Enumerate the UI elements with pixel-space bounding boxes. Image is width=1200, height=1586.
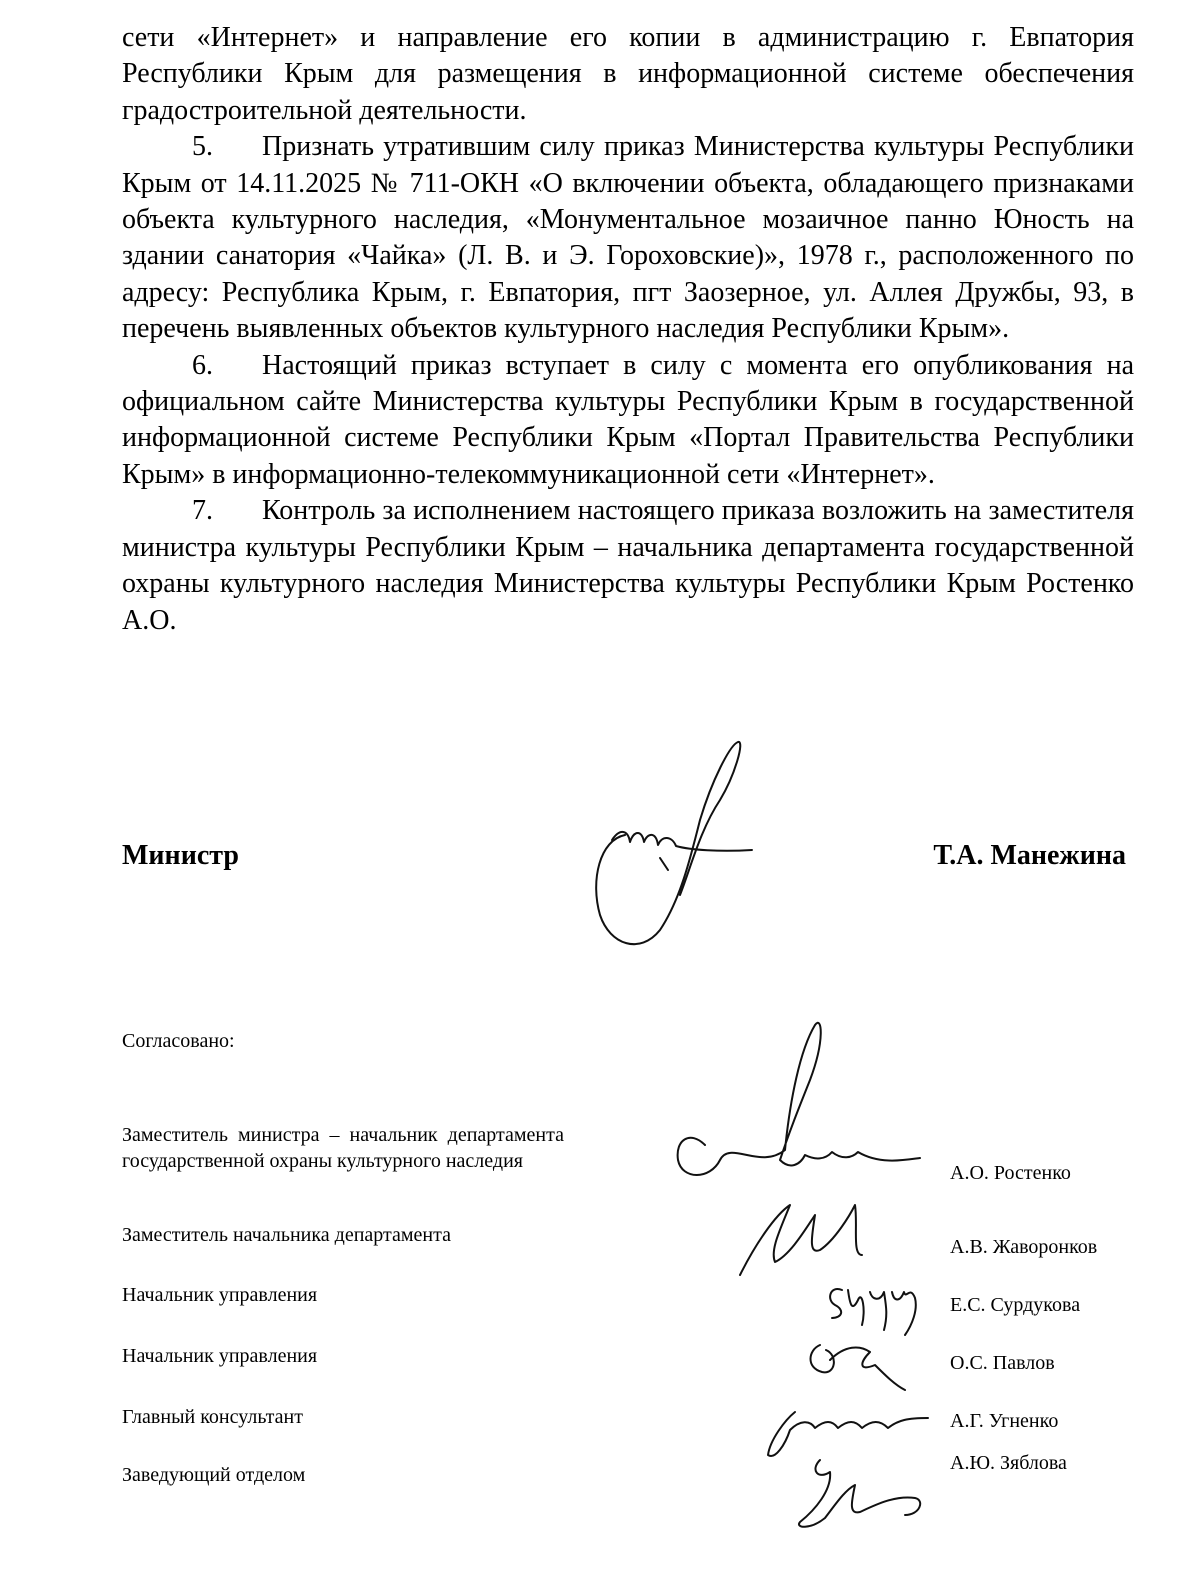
item-text: Контроль за исполнением настоящего приказа возложить на заместителя министра культуры Республики Крым – начальника департамента государственной охраны культурного наследия Министерства культуры Республики Крым Ростенко А.О. bbox=[122, 495, 1134, 636]
approval-position: Начальник управления bbox=[122, 1345, 318, 1367]
approval-name: А.В. Жаворонков bbox=[950, 1236, 1098, 1258]
approval-position: Заведующий отделом bbox=[122, 1464, 306, 1486]
approval-name: О.С. Павлов bbox=[950, 1352, 1055, 1374]
approval-name: А.О. Ростенко bbox=[950, 1162, 1071, 1184]
approvals-heading: Согласовано: bbox=[122, 1030, 235, 1052]
approval-position: Заместитель министра – начальник департамента государственной охраны культурного наследия bbox=[122, 1124, 564, 1172]
approval-name: Е.С. Сурдукова bbox=[950, 1294, 1081, 1316]
approval-position: Заместитель начальника департамента bbox=[122, 1224, 451, 1246]
signatory-title: Министр bbox=[122, 840, 239, 871]
approval-position: Начальник управления bbox=[122, 1284, 318, 1306]
item-number: 6. bbox=[192, 349, 213, 381]
approval-position: Главный консультант bbox=[122, 1406, 303, 1428]
paragraph-intro: сети «Интернет» и направление его копии в администрацию г. Евпатория Республики Крым для размещения в информационной системе обеспечения градостроительной деятельности. bbox=[122, 22, 1134, 126]
signatory-name: Т.А. Манежина bbox=[933, 840, 1126, 871]
item-number: 5. bbox=[192, 131, 213, 163]
item-text: Признать утратившим силу приказ Министерства культуры Республики Крым от 14.11.2025 № 711-ОКН «О включении объекта, обладающего признаками объекта культурного наследия, «Монументальное мозаичное панно Юность на здании санатория «Чайка» (Л. В. и Э. Гороховские)», 1978 г., расположенного по адресу: Республика Крым, г. Евпатория, пгт Заозерное, ул. Аллея Дружбы, 93, в перечень выявленных объектов культурного наследия Республики Крым». bbox=[122, 131, 1134, 345]
item-text: Настоящий приказ вступает в силу с момента его опубликования на официальном сайте Министерства культуры Республики Крым в государственной информационной системе Республики Крым «Портал Правительства Республики Крым» в информационно-телекоммуникационной сети «Интернет». bbox=[122, 349, 1134, 490]
approval-name: А.Г. Угненко bbox=[950, 1410, 1059, 1432]
item-number: 7. bbox=[192, 495, 213, 527]
approval-name: А.Ю. Зяблова bbox=[950, 1452, 1067, 1474]
